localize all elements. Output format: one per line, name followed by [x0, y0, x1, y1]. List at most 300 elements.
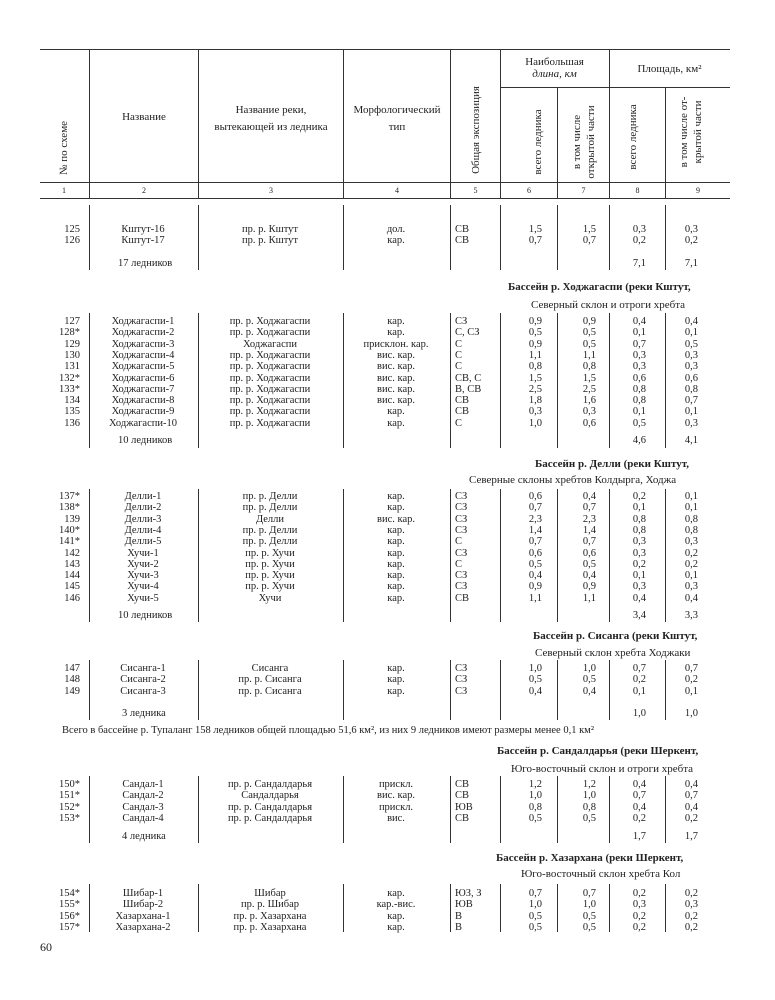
- cell-len: 0,3: [528, 406, 542, 418]
- cell-name: Кштут-16: [121, 224, 165, 235]
- cell-name: Делли-4: [124, 524, 162, 536]
- cell-len: 0,7: [528, 888, 542, 899]
- cell-area-open: 0,2: [684, 674, 698, 686]
- table-row: [0, 593, 775, 604]
- cell-area: 0,1: [632, 502, 646, 514]
- cell-type: вис. кар.: [377, 372, 415, 384]
- colnum-9: 9: [696, 186, 700, 195]
- cell-exp: В, СВ: [455, 383, 482, 395]
- table-row: [0, 802, 775, 813]
- cell-type: кар.: [387, 685, 405, 697]
- cell-area: 0,2: [632, 910, 646, 922]
- cell-len-open: 1,0: [582, 663, 596, 674]
- cell-area-open: 0,2: [684, 910, 698, 922]
- cell-area: 0,7: [632, 663, 646, 674]
- cell-len: 0,5: [528, 558, 542, 570]
- cell-river: пр. р. Кштут: [242, 235, 298, 246]
- table-row: [0, 922, 775, 933]
- cell-river: Сандалдарья: [241, 790, 299, 802]
- cell-len-open: 0,5: [582, 812, 596, 824]
- cell-area-open: 0,2: [684, 921, 698, 933]
- cell-exp: СЗ: [455, 316, 468, 327]
- cell-no: 151*: [59, 790, 80, 802]
- cell-area-open: 0,6: [684, 372, 698, 384]
- cell-river: пр. р. Ходжагаспи: [229, 327, 311, 339]
- cell-type: дол.: [386, 224, 406, 235]
- cell-len: 0,5: [528, 910, 542, 922]
- cell-no: 155*: [59, 899, 80, 911]
- cell-no: 157*: [59, 921, 80, 933]
- table-row: [0, 339, 775, 350]
- cell-len-open: 1,6: [582, 395, 596, 407]
- cell-exp: СВ: [455, 812, 470, 824]
- table-row: [0, 350, 775, 361]
- cell-len-open: 0,9: [582, 581, 596, 593]
- cell-len: 0,5: [528, 921, 542, 933]
- cell-area: 0,3: [632, 361, 646, 373]
- cell-river: пр. р. Сандалдарья: [227, 812, 313, 824]
- area-open-total: 1,0: [684, 708, 698, 719]
- table-row: [0, 813, 775, 824]
- cell-type: вис. кар.: [377, 383, 415, 395]
- glacier-count: 10 ледников: [118, 435, 173, 446]
- cell-name: Хучи-5: [127, 592, 159, 604]
- cell-exp: СВ: [455, 235, 470, 246]
- page-number: 60: [40, 940, 52, 954]
- cell-name: Делли-3: [124, 513, 162, 525]
- cell-exp: СВ: [455, 790, 470, 802]
- cell-exp: СЗ: [455, 685, 468, 697]
- cell-len-open: 1,0: [582, 790, 596, 802]
- cell-area-open: 0,2: [684, 547, 698, 559]
- cell-name: Хучи-2: [127, 558, 159, 570]
- cell-area-open: 0,2: [684, 888, 698, 899]
- cell-river: пр. р. Ходжагаспи: [229, 316, 311, 327]
- area-open-total: 7,1: [684, 258, 698, 269]
- cell-exp: СЗ: [455, 674, 468, 686]
- cell-no: 125: [64, 224, 80, 235]
- cell-area: 0,8: [632, 395, 646, 407]
- table-row: [0, 384, 775, 395]
- cell-river: пр. р. Делли: [242, 536, 298, 548]
- cell-river: пр. р. Кштут: [242, 224, 298, 235]
- cell-no: 145: [64, 581, 80, 593]
- cell-exp: СЗ: [455, 581, 468, 593]
- cell-len-open: 0,4: [582, 685, 596, 697]
- cell-no: 153*: [59, 812, 80, 824]
- table-row: [0, 790, 775, 801]
- cell-area: 0,8: [632, 383, 646, 395]
- section-subtitle: Юго-восточный склон хребта Кол: [521, 868, 681, 880]
- cell-len-open: 1,2: [582, 779, 596, 790]
- cell-river: пр. р. Хучи: [245, 581, 295, 593]
- cell-len: 0,9: [528, 581, 542, 593]
- cell-len: 1,1: [528, 592, 542, 604]
- cell-len: 0,7: [528, 536, 542, 548]
- section-title: Бассейн р. Ходжагаспи (реки Кштут,: [508, 281, 691, 293]
- cell-len-open: 0,6: [582, 417, 596, 429]
- cell-area-open: 0,2: [684, 558, 698, 570]
- cell-area-open: 0,1: [684, 502, 698, 514]
- cell-area: 0,4: [632, 779, 646, 790]
- cell-name: Ходжагаспи-8: [111, 395, 175, 407]
- cell-exp: СЗ: [455, 502, 468, 514]
- cell-area: 0,3: [632, 224, 646, 235]
- table-row: [0, 559, 775, 570]
- cell-area: 0,1: [632, 685, 646, 697]
- cell-area: 0,5: [632, 417, 646, 429]
- cell-area-open: 0,1: [684, 327, 698, 339]
- cell-no: 146: [64, 592, 80, 604]
- cell-area-open: 0,7: [684, 395, 698, 407]
- table-row: [0, 686, 775, 697]
- cell-exp: ЮВ: [455, 899, 473, 911]
- section-title: Бассейн р. Сисанга (реки Кштут,: [533, 630, 698, 642]
- cell-no: 136: [64, 417, 80, 429]
- cell-type: кар.: [387, 502, 405, 514]
- cell-river: пр. р. Сисанга: [238, 685, 302, 697]
- cell-no: 130: [64, 349, 80, 361]
- cell-river: пр. р. Ходжагаспи: [229, 383, 311, 395]
- cell-no: 127: [64, 316, 80, 327]
- cell-len: 1,5: [528, 224, 542, 235]
- table-row: [0, 316, 775, 327]
- cell-type: кар.: [387, 316, 405, 327]
- cell-area: 0,2: [632, 674, 646, 686]
- cell-len-open: 1,5: [582, 372, 596, 384]
- cell-area: 0,2: [632, 491, 646, 502]
- cell-len-open: 1,0: [582, 899, 596, 911]
- cell-type: кар.: [387, 547, 405, 559]
- section-title: Бассейн р. Делли (реки Кштут,: [535, 458, 690, 470]
- cell-type: кар.: [387, 558, 405, 570]
- section-subtitle: Северный склон хребта Ходжаки: [535, 647, 691, 659]
- cell-area-open: 0,7: [684, 790, 698, 802]
- cell-name: Делли-5: [124, 536, 162, 548]
- glacier-count: 10 ледников: [118, 610, 173, 621]
- cell-name: Ходжагаспи-9: [111, 406, 175, 418]
- cell-exp: ЮВ: [455, 801, 473, 813]
- header-area: Площадь, км²: [637, 63, 702, 75]
- cell-river: пр. р. Сандалдарья: [227, 779, 313, 790]
- cell-exp: СЗ: [455, 491, 468, 502]
- table-row: [0, 888, 775, 899]
- cell-name: Ходжагаспи-5: [111, 361, 175, 373]
- cell-len-open: 0,8: [582, 801, 596, 813]
- cell-river: пр. р. Ходжагаспи: [229, 372, 311, 384]
- cell-no: 129: [64, 338, 80, 350]
- cell-name: Ходжагаспи-1: [111, 316, 175, 327]
- cell-name: Делли-2: [124, 502, 162, 514]
- cell-len: 0,6: [528, 547, 542, 559]
- cell-exp: СВ: [455, 779, 470, 790]
- cell-type: кар.: [387, 910, 405, 922]
- cell-len: 0,8: [528, 361, 542, 373]
- cell-area: 0,1: [632, 327, 646, 339]
- cell-area-open: 0,1: [684, 570, 698, 582]
- cell-name: Сисанга-1: [120, 663, 166, 674]
- cell-name: Хучи-3: [127, 570, 159, 582]
- header-length-line1: Наибольшая: [525, 56, 584, 68]
- table-row: [0, 674, 775, 685]
- cell-len: 1,4: [528, 524, 542, 536]
- header-area-total: всего ледника: [627, 104, 639, 170]
- area-total: 4,6: [632, 435, 646, 446]
- colnum-6: 6: [527, 186, 531, 195]
- cell-len-open: 0,7: [582, 235, 596, 246]
- cell-exp: С: [455, 558, 463, 570]
- cell-river: пр. р. Шибар: [240, 899, 300, 911]
- cell-area: 0,2: [632, 812, 646, 824]
- table-row: [0, 663, 775, 674]
- cell-len: 0,5: [528, 812, 542, 824]
- header-length-open-line1: в том числе: [571, 114, 583, 170]
- cell-river: пр. р. Ходжагаспи: [229, 406, 311, 418]
- header-area-open-line1: в том числе от-: [678, 96, 690, 168]
- cell-name: Ходжагаспи-6: [111, 372, 175, 384]
- table-row: [0, 361, 775, 372]
- cell-len: 1,0: [528, 790, 542, 802]
- area-total: 1,0: [632, 708, 646, 719]
- cell-len: 2,5: [528, 383, 542, 395]
- cell-area-open: 0,3: [684, 417, 698, 429]
- cell-river: пр. р. Ходжагаспи: [229, 395, 311, 407]
- colnum-4: 4: [395, 186, 399, 195]
- cell-len: 1,0: [528, 417, 542, 429]
- cell-len-open: 1,4: [582, 524, 596, 536]
- cell-type: вис. кар.: [377, 361, 415, 373]
- header-length-line2: длина, км: [532, 68, 577, 80]
- table-row: [0, 373, 775, 384]
- table-row: [0, 491, 775, 502]
- cell-len-open: 1,1: [582, 592, 596, 604]
- cell-len: 0,4: [528, 570, 542, 582]
- cell-no: 132*: [59, 372, 80, 384]
- table-row: [0, 327, 775, 338]
- cell-name: Хучи-4: [127, 581, 159, 593]
- cell-type: прискл.: [378, 779, 414, 790]
- table-row: [0, 548, 775, 559]
- cell-area-open: 0,5: [684, 338, 698, 350]
- cell-exp: СВ: [455, 406, 470, 418]
- cell-name: Шибар-2: [122, 899, 164, 911]
- cell-type: кар.: [387, 491, 405, 502]
- cell-len-open: 0,8: [582, 361, 596, 373]
- cell-no: 143: [64, 558, 80, 570]
- header-length-total: всего ледника: [532, 109, 544, 175]
- cell-area: 0,3: [632, 547, 646, 559]
- header-length-open-line2: открытой части: [585, 105, 597, 179]
- cell-exp: С: [455, 361, 463, 373]
- cell-name: Ходжагаспи-7: [111, 383, 175, 395]
- cell-name: Сисанга-3: [120, 685, 166, 697]
- cell-len-open: 2,3: [582, 513, 596, 525]
- cell-area-open: 0,8: [684, 524, 698, 536]
- cell-area: 0,4: [632, 316, 646, 327]
- header-exposure: Общая экспозиция: [470, 86, 482, 174]
- cell-river: пр. р. Хазархана: [233, 910, 307, 922]
- table-row: [0, 395, 775, 406]
- cell-river: пр. р. Хучи: [245, 570, 295, 582]
- cell-area: 0,1: [632, 570, 646, 582]
- cell-len-open: 0,7: [582, 502, 596, 514]
- cell-len-open: 0,3: [582, 406, 596, 418]
- cell-len: 1,2: [528, 779, 542, 790]
- cell-river: Ходжагаспи: [243, 338, 297, 350]
- header-river-line1: Название реки,: [235, 104, 307, 116]
- cell-area: 0,8: [632, 524, 646, 536]
- cell-area: 0,4: [632, 592, 646, 604]
- cell-type: кар.: [387, 592, 405, 604]
- cell-area: 0,7: [632, 790, 646, 802]
- cell-exp: В: [455, 921, 463, 933]
- cell-area-open: 0,7: [684, 663, 698, 674]
- colnum-1: 1: [62, 186, 66, 195]
- cell-area: 0,2: [632, 235, 646, 246]
- cell-no: 149: [64, 685, 80, 697]
- table-row: [0, 418, 775, 429]
- cell-no: 131: [64, 361, 80, 373]
- cell-area: 0,4: [632, 801, 646, 813]
- cell-exp: СЗ: [455, 570, 468, 582]
- cell-len: 0,4: [528, 685, 542, 697]
- cell-no: 139: [64, 513, 80, 525]
- cell-len: 1,0: [528, 663, 542, 674]
- cell-no: 128*: [59, 327, 80, 339]
- cell-len-open: 0,5: [582, 674, 596, 686]
- cell-no: 138*: [59, 502, 80, 514]
- cell-exp: СВ: [455, 395, 470, 407]
- cell-area-open: 0,4: [684, 779, 698, 790]
- cell-name: Ходжагаспи-4: [111, 349, 175, 361]
- glacier-count: 4 ледника: [122, 831, 166, 842]
- header-morph-line1: Морфологический: [353, 104, 441, 116]
- cell-len-open: 0,5: [582, 921, 596, 933]
- cell-name: Ходжагаспи-2: [111, 327, 175, 339]
- cell-len-open: 0,4: [582, 491, 596, 502]
- cell-len: 2,3: [528, 513, 542, 525]
- cell-name: Шибар-1: [122, 888, 164, 899]
- cell-type: кар.: [387, 921, 405, 933]
- cell-area-open: 0,3: [684, 899, 698, 911]
- cell-exp: С: [455, 349, 463, 361]
- cell-type: вис. кар.: [377, 513, 415, 525]
- cell-type: вис. кар.: [377, 395, 415, 407]
- cell-river: пр. р. Ходжагаспи: [229, 349, 311, 361]
- cell-len: 0,5: [528, 327, 542, 339]
- cell-name: Сандал-2: [122, 790, 164, 802]
- cell-len-open: 0,9: [582, 316, 596, 327]
- area-total: 7,1: [632, 258, 646, 269]
- cell-river: Шибар: [254, 888, 286, 899]
- cell-area-open: 0,3: [684, 581, 698, 593]
- header-river-line2: вытекающей из ледника: [214, 121, 328, 133]
- table-row: [0, 536, 775, 547]
- cell-exp: СЗ: [455, 663, 468, 674]
- cell-river: пр. р. Сандалдарья: [227, 801, 313, 813]
- table-row: [0, 911, 775, 922]
- cell-area-open: 0,1: [684, 406, 698, 418]
- cell-area: 0,6: [632, 372, 646, 384]
- cell-name: Хучи-1: [127, 547, 159, 559]
- section-subtitle: Юго-восточный склон и отроги хребта: [511, 763, 694, 775]
- cell-type: кар.: [387, 888, 405, 899]
- cell-type: кар.: [387, 674, 405, 686]
- cell-len-open: 0,6: [582, 547, 596, 559]
- colnum-5: 5: [473, 186, 478, 195]
- cell-river: пр. р. Хучи: [245, 547, 295, 559]
- table-row: [0, 581, 775, 592]
- cell-no: 142: [64, 547, 80, 559]
- glacier-count: 3 ледника: [122, 708, 166, 719]
- area-open-total: 4,1: [684, 435, 698, 446]
- section-subtitle: Северный склон и отроги хребта: [531, 299, 686, 311]
- cell-area: 0,3: [632, 899, 646, 911]
- cell-no: 152*: [59, 801, 80, 813]
- cell-river: пр. р. Делли: [242, 491, 298, 502]
- cell-no: 134: [64, 395, 80, 407]
- cell-type: кар.: [387, 570, 405, 582]
- table-row: [0, 899, 775, 910]
- header-area-open-line2: крытой части: [692, 100, 704, 164]
- cell-river: пр. р. Делли: [242, 502, 298, 514]
- cell-area-open: 0,3: [684, 536, 698, 548]
- cell-type: вис.: [387, 812, 405, 824]
- cell-area-open: 0,2: [684, 812, 698, 824]
- cell-type: присклон. кар.: [363, 338, 429, 350]
- cell-area-open: 0,3: [684, 361, 698, 373]
- cell-type: прискл.: [378, 801, 414, 813]
- cell-area-open: 0,8: [684, 513, 698, 525]
- cell-name: Сандал-4: [122, 812, 164, 824]
- header-morph-line2: тип: [388, 121, 406, 133]
- cell-no: 141*: [59, 536, 80, 548]
- section-subtitle: Северные склоны хребтов Колдырга, Ходжа: [469, 474, 677, 486]
- cell-no: 147: [64, 663, 80, 674]
- colnum-7: 7: [581, 186, 586, 195]
- colnum-2: 2: [142, 186, 146, 195]
- area-total: 3,4: [632, 610, 646, 621]
- table-row: [0, 570, 775, 581]
- cell-name: Ходжагаспи-3: [111, 338, 175, 350]
- cell-no: 144: [64, 570, 80, 582]
- table-row: [0, 235, 775, 246]
- table-row: [0, 406, 775, 417]
- cell-type: вис. кар.: [377, 790, 415, 802]
- colnum-3: 3: [269, 186, 273, 195]
- cell-exp: СВ: [455, 224, 470, 235]
- colnum-8: 8: [635, 186, 640, 195]
- cell-len-open: 0,5: [582, 910, 596, 922]
- cell-name: Хазархана-1: [115, 910, 171, 922]
- header-name: Название: [122, 111, 166, 123]
- table-row: [0, 502, 775, 513]
- cell-area-open: 0,3: [684, 224, 698, 235]
- cell-river: Хучи: [258, 592, 282, 604]
- cell-len: 0,7: [528, 502, 542, 514]
- cell-type: вис. кар.: [377, 349, 415, 361]
- cell-no: 126: [64, 235, 80, 246]
- cell-type: кар.: [387, 406, 405, 418]
- area-open-total: 3,3: [684, 610, 698, 621]
- cell-no: 150*: [59, 779, 80, 790]
- cell-area: 0,3: [632, 581, 646, 593]
- cell-name: Ходжагаспи-10: [109, 417, 177, 429]
- cell-river: пр. р. Делли: [242, 524, 298, 536]
- area-open-total: 1,7: [684, 831, 698, 842]
- section-title: Бассейн р. Хазархана (реки Шеркент,: [496, 852, 684, 864]
- cell-type: кар.: [387, 524, 405, 536]
